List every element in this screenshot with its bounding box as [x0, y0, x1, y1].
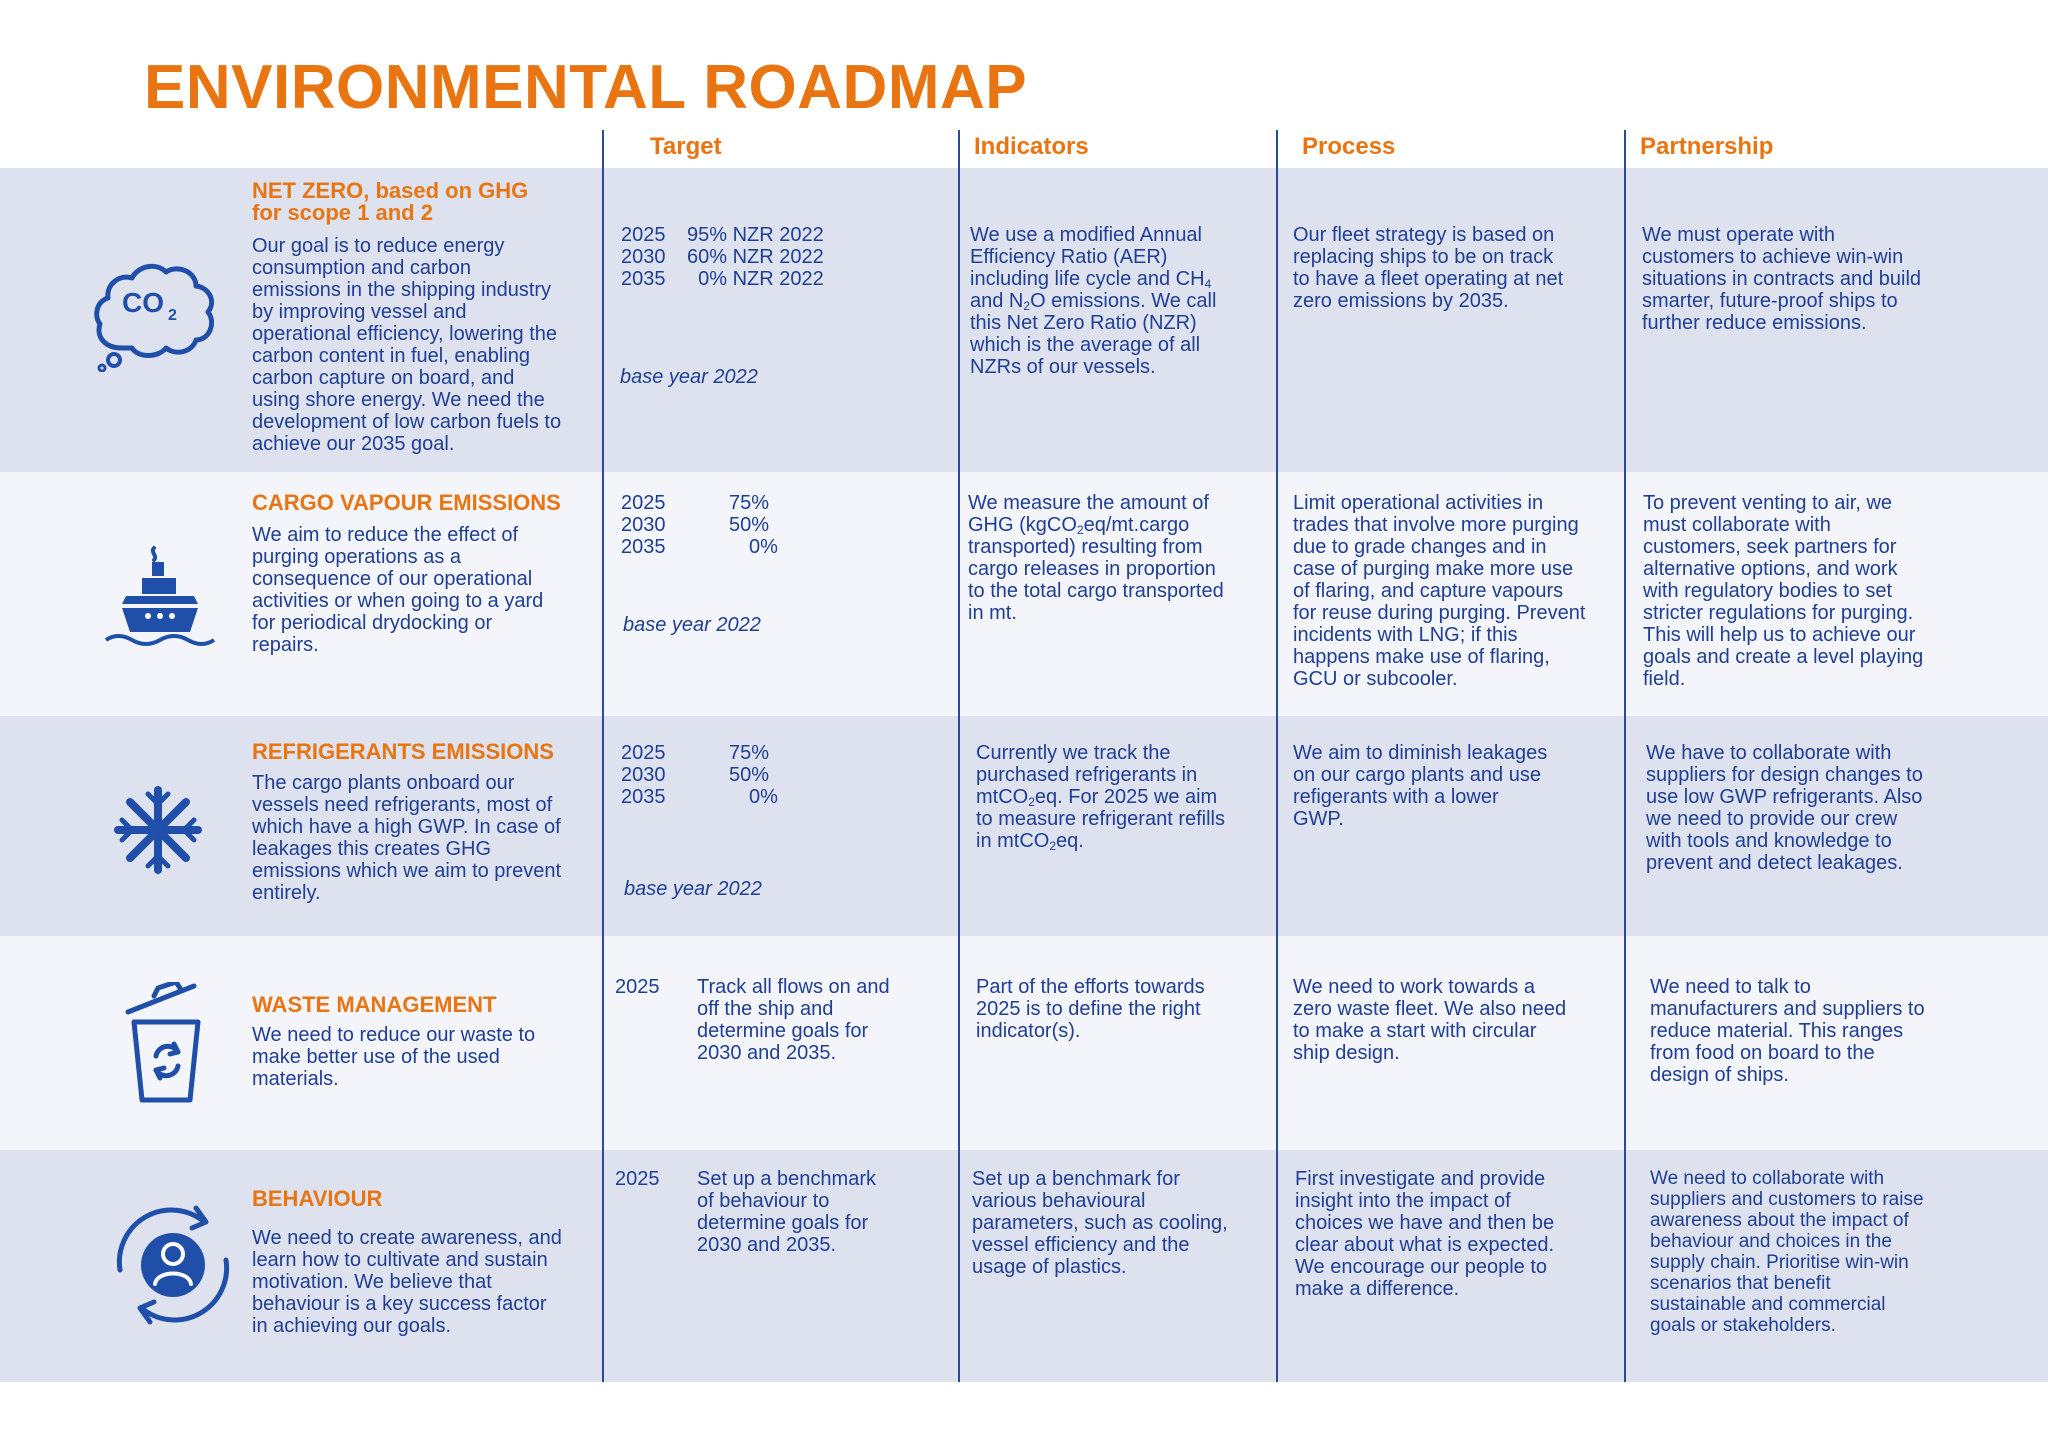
row-title-net-zero — [252, 180, 528, 224]
process-text: First investigate and provide insight into the impact of choices we have and then be clear about what is expected. We encourage our people to make a difference. — [1295, 1168, 1555, 1300]
partnership-text: We need to talk to manufacturers and suppliers to reduce material. This ranges from food on board to the design of ships. — [1650, 976, 1925, 1086]
target-year: 2030 — [621, 764, 666, 786]
target-value: 0% NZR 2022 — [687, 268, 824, 290]
column-header-process: Process — [1302, 133, 1396, 160]
process-text: Our fleet strategy is based on replacing ships to be on track to have a fleet operating at net zero emissions by 2035. — [1293, 224, 1564, 312]
page-title: ENVIRONMENTAL ROADMAP — [144, 53, 1028, 122]
target-row — [621, 246, 824, 268]
target-row — [621, 764, 778, 786]
target-list — [621, 224, 824, 290]
partnership-text: We must operate with customers to achieve win-win situations in contracts and build smarter, future-proof ships to further reduce emissions. — [1642, 224, 1922, 334]
column-divider — [958, 130, 960, 1382]
indicators-text: Set up a benchmark for various behavioural parameters, such as cooling, vessel efficiency and the usage of plastics. — [972, 1168, 1228, 1278]
target-value: 0% — [749, 786, 778, 808]
target-row — [621, 742, 778, 764]
row-title-waste: WASTE MANAGEMENT — [252, 992, 497, 1017]
base-year-note: base year 2022 — [624, 878, 762, 900]
target-value: 75% — [729, 492, 770, 514]
row-description: We aim to reduce the effect of purging operations as a consequence of our operational activities or when going to a yard for periodical drydocking or repairs. — [252, 524, 544, 656]
person-cycle-icon — [110, 1204, 236, 1326]
row-title-cargo-vapour: CARGO VAPOUR EMISSIONS — [252, 490, 561, 515]
indicators-text: Part of the efforts towards 2025 is to define the right indicator(s). — [976, 976, 1205, 1042]
process-text: Limit operational activities in trades that involve more purging due to grade changes and in case of purging make more use of flaring, and capture vapours for reuse during purging. Prevent incidents with LNG; if this happens make use of flaring, GCU or subcooler. — [1293, 492, 1586, 690]
row-title-line: for scope 1 and 2 — [252, 200, 433, 225]
svg-text:2: 2 — [168, 307, 177, 324]
target-year: 2025 — [621, 742, 666, 764]
row-description: We need to reduce our waste to make better use of the used materials. — [252, 1024, 536, 1090]
row-title-refrigerants: REFRIGERANTS EMISSIONS — [252, 739, 554, 764]
indicators-text: Currently we track the purchased refrigerants in mtCO$_2$eq. For 2025 we aim to measure refrigerant refills in mtCO$_2$eq. — [976, 742, 1225, 853]
target-year: 2025 — [621, 492, 666, 514]
target-year: 2030 — [621, 246, 666, 268]
partnership-text: We have to collaborate with suppliers for design changes to use low GWP refrigerants. Also we need to provide our crew with tools and knowledge to prevent and detect leakages. — [1646, 742, 1923, 874]
svg-text:CO: CO — [122, 287, 164, 318]
target-year: 2035 — [621, 268, 666, 290]
target-value: 75% — [729, 742, 770, 764]
process-text: We aim to diminish leakages on our cargo plants and use refigerants with a lower GWP. — [1293, 742, 1548, 830]
row-description: Our goal is to reduce energy consumption and carbon emissions in the shipping industry by improving vessel and operational efficiency, lowering the carbon content in fuel, enabling carbon capture on board, and using shore energy. We need the development of low carbon fuels to achieve our 2035 goal. — [252, 235, 562, 455]
target-value: 60% NZR 2022 — [687, 246, 824, 268]
column-header-partnership: Partnership — [1640, 133, 1774, 160]
row-title-line: NET ZERO, based on GHG — [252, 178, 529, 203]
target-row — [621, 536, 778, 558]
target-year: 2025 — [615, 1168, 660, 1190]
column-divider — [1276, 130, 1278, 1382]
target-row — [621, 514, 778, 536]
target-list — [621, 492, 778, 558]
column-header-indicators: Indicators — [974, 133, 1089, 160]
target-year: 2035 — [621, 786, 666, 808]
ship-icon — [104, 546, 216, 650]
target-row — [621, 224, 824, 246]
target-row — [621, 492, 778, 514]
target-year: 2030 — [621, 514, 666, 536]
column-header-target: Target — [650, 133, 722, 160]
indicators-text: We measure the amount of GHG (kgCO$_2$eq/mt.cargo transported) resulting from cargo releases in proportion to the total cargo transported in mt. — [968, 492, 1224, 624]
partnership-text: To prevent venting to air, we must collaborate with customers, seek partners for alternative options, and work with regulatory bodies to set stricter regulations for purging. This will help us to achieve our goals and create a level playing field. — [1643, 492, 1924, 690]
target-list — [621, 742, 778, 808]
target-year: 2035 — [621, 536, 666, 558]
row-description: The cargo plants onboard our vessels need refrigerants, most of which have a high GWP. In case of leakages this creates GHG emissions which we aim to prevent entirely. — [252, 772, 562, 904]
recycle-bin-icon — [124, 982, 208, 1106]
target-year: 2025 — [621, 224, 666, 246]
column-divider — [602, 130, 604, 1382]
row-title-behaviour: BEHAVIOUR — [252, 1186, 383, 1211]
target-value: 50% — [729, 514, 770, 536]
target-value: 0% — [749, 536, 778, 558]
process-text: We need to work towards a zero waste fleet. We also need to make a start with circular ship design. — [1293, 976, 1567, 1064]
base-year-note: base year 2022 — [620, 366, 758, 388]
indicators-text: We use a modified Annual Efficiency Ratio (AER) including life cycle and $CH_4$ and $N_2O$ emissions. We call this Net Zero Ratio (NZR) which is the average of all NZRs of our vessels. — [970, 224, 1217, 378]
partnership-text: We need to collaborate with suppliers and customers to raise awareness about the impact of behaviour and choices in the supply chain. Prioritise win-win scenarios that benefit sustainable and commercial goals or stakeholders. — [1650, 1168, 1924, 1336]
co2-cloud-icon — [92, 256, 218, 372]
target-value: 95% NZR 2022 — [687, 224, 824, 246]
target-value: 50% — [729, 764, 770, 786]
column-divider — [1624, 130, 1626, 1382]
row-description: We need to create awareness, and learn how to cultivate and sustain motivation. We believe that behaviour is a key success factor in achieving our goals. — [252, 1227, 562, 1337]
target-row — [621, 268, 824, 290]
target-text: Set up a benchmark of behaviour to determine goals for 2030 and 2035. — [697, 1168, 876, 1256]
target-row — [621, 786, 778, 808]
snowflake-icon — [114, 786, 202, 874]
target-text: Track all flows on and off the ship and determine goals for 2030 and 2035. — [697, 976, 890, 1064]
target-year: 2025 — [615, 976, 660, 998]
base-year-note: base year 2022 — [623, 614, 761, 636]
